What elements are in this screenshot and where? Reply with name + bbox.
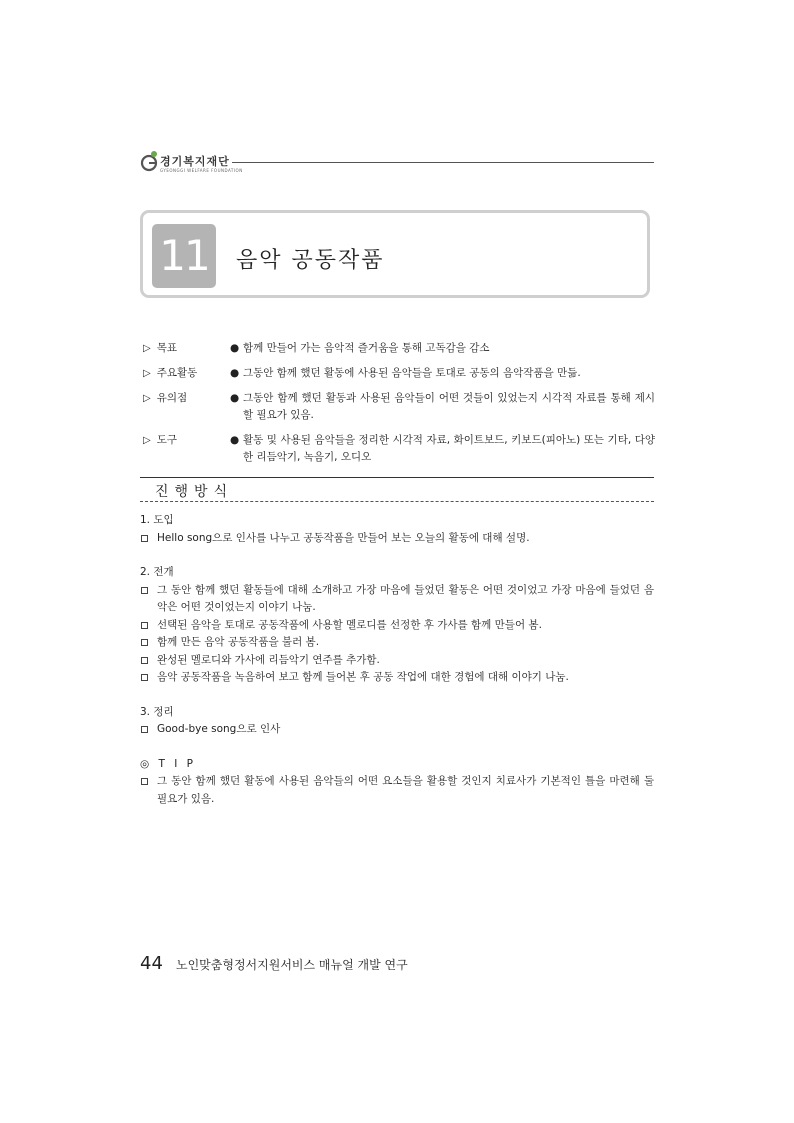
chapter-title: 음악 공동작품 [236, 248, 385, 273]
logo-subtext: GYEONGGI WELFARE FOUNDATION [160, 168, 243, 173]
checkbox-square-icon [141, 622, 148, 629]
group-title: 2. 전개 [140, 566, 174, 578]
checkbox-square-icon [141, 726, 148, 733]
section-top-rule [140, 477, 654, 478]
info-text: 그동안 함께 했던 활동에 사용된 음악들을 토대로 공동의 음악작품을 만듦. [243, 367, 581, 379]
list-item: 음악 공동작품을 녹음하여 보고 함께 들어본 후 공동 작업에 대한 경험에 대해 이야기 나눔. [140, 669, 654, 687]
list-item: Hello song으로 인사를 나누고 공동작품을 만들어 보는 오늘의 활동에 대해 설명. [140, 530, 654, 548]
info-label: 주요활동 [156, 367, 198, 379]
triangle-icon: ▷ [143, 435, 151, 446]
bullet-icon: ● [230, 392, 240, 404]
bullet-icon: ● [230, 434, 240, 446]
group-intro [140, 512, 654, 547]
checkbox-square-icon [141, 639, 148, 646]
tip-title: ◎ T I P [140, 757, 197, 770]
page-footer [140, 953, 408, 974]
page-number: 44 [140, 953, 163, 974]
checkbox-square-icon [141, 657, 148, 664]
header-rule [232, 162, 654, 163]
group-wrapup [140, 704, 654, 739]
info-row-notes [143, 390, 655, 424]
bullet-icon: ● [230, 342, 240, 354]
checkbox-square-icon [141, 587, 148, 594]
info-text: 함께 만들어 가는 음악적 즐거움을 통해 고독감을 감소 [243, 342, 490, 354]
triangle-icon: ▷ [143, 368, 151, 379]
list-item: Good-bye song으로 인사 [140, 721, 654, 739]
foundation-logo-icon [140, 150, 160, 172]
info-label: 도구 [156, 434, 177, 446]
info-text: 그동안 함께 했던 활동과 사용된 음악들이 어떤 것들이 있었는지 시각적 자료를 통해 제시할 필요가 있음. [243, 392, 655, 421]
info-row-goal [143, 340, 655, 357]
list-item: 그 동안 함께 했던 활동들에 대해 소개하고 가장 마음에 들었던 활동은 어떤 것이었고 가장 마음에 들었던 음악은 어떤 것이었는지 이야기 나눔. [140, 582, 654, 617]
group-tip [140, 756, 654, 809]
chapter-number: 11 [152, 224, 216, 288]
list-item: 그 동안 함께 했던 활동에 사용된 음악들의 어떤 요소들을 활용할 것인지 치료사가 기본적인 틀을 마련해 둘 필요가 있음. [140, 773, 654, 808]
list-item: 완성된 멜로디와 가사에 리듬악기 연주를 추가함. [140, 652, 654, 670]
group-development [140, 564, 654, 687]
logo-text: 경기복지재단 [160, 155, 230, 168]
checkbox-square-icon [141, 778, 148, 785]
group-title: 1. 도입 [140, 514, 174, 526]
list-item: 선택된 음악을 토대로 공동작품에 사용할 멜로디를 선정한 후 가사를 함께 만들어 봄. [140, 617, 654, 635]
bullet-icon: ● [230, 367, 240, 379]
section-title: 진행방식 [155, 484, 234, 500]
footer-title: 노인맞춤형정서지원서비스 매뉴얼 개발 연구 [176, 958, 408, 972]
info-text: 활동 및 사용된 음악들을 정리한 시각적 자료, 화이트보드, 키보드(피아노) 또는 기타, 다양한 리듬악기, 녹음기, 오디오 [243, 434, 655, 463]
triangle-icon: ▷ [143, 343, 151, 354]
info-row-tools [143, 432, 655, 466]
checkbox-square-icon [141, 535, 148, 542]
info-row-main-activity [143, 365, 655, 382]
info-label: 목표 [156, 342, 177, 354]
info-label: 유의점 [156, 392, 188, 404]
triangle-icon: ▷ [143, 393, 151, 404]
activity-info [143, 340, 655, 474]
checkbox-square-icon [141, 674, 148, 681]
list-item: 함께 만든 음악 공동작품을 불러 봄. [140, 634, 654, 652]
procedure-body [140, 512, 654, 825]
group-title: 3. 정리 [140, 705, 174, 718]
chapter-title-box [140, 210, 650, 298]
section-dotted-rule [140, 501, 654, 502]
page-header [140, 150, 654, 176]
